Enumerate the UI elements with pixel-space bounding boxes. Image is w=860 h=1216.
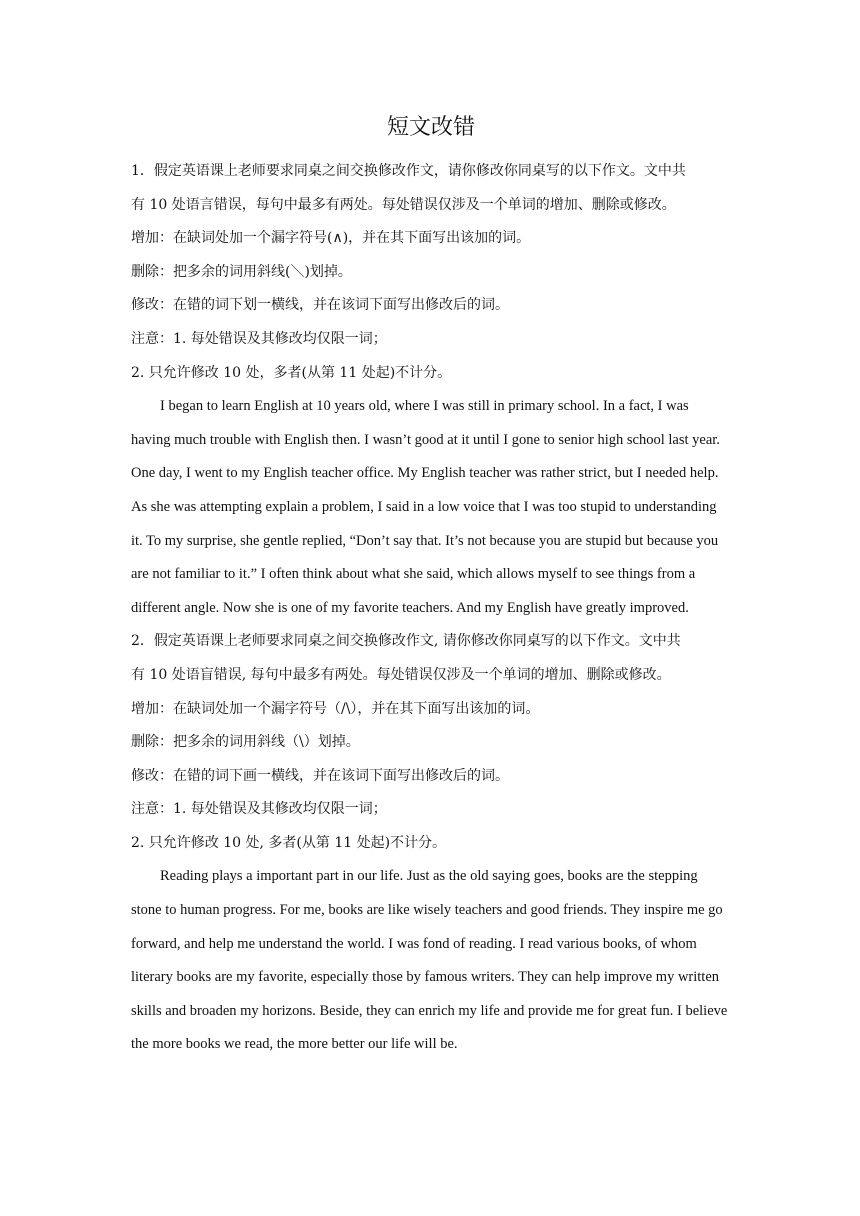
question-2-instruction: 有 10 处语盲错误, 每句中最多有两处。每处错误仅涉及一个单词的增加、删除或修改。 xyxy=(131,666,671,683)
question-1 xyxy=(131,155,731,625)
question-2-passage xyxy=(131,860,731,1062)
passage-line: year. One day, I went to my English teacher office. My English teacher was rather strict, but I xyxy=(131,431,720,482)
question-2 xyxy=(131,625,731,1062)
question-1-instruction: 增加：在缺词处加一个漏字符号(∧)，并在其下面写出该加的词。 xyxy=(131,230,531,247)
question-1-instruction: 有 10 处语言错误，每句中最多有两处。每处错误仅涉及一个单词的增加、删除或修改。 xyxy=(131,196,676,213)
passage-line: great fun. I believe the more books we read, the more better our life will be. xyxy=(131,1002,728,1053)
question-2-instruction: 2．假定英语课上老师要求同桌之间交换修改作文, 请你修改你同桌写的以下作文。文中共 xyxy=(131,633,681,650)
passage-line: stupid but because you are not familiar to it.” I often think about what she said, which allows xyxy=(131,532,719,583)
passage-line: my written skills and broaden my horizons. Beside, they can enrich my life and provide me for xyxy=(131,969,720,1019)
passage-line: I began to learn English at 10 years old, where I was still in primary school. In a fact, I was xyxy=(160,398,689,415)
question-2-instruction: 2. 只允许修改 10 处, 多者(从第 11 处起)不计分。 xyxy=(131,834,447,851)
passage-line: to understanding it. To my surprise, she gentle replied, “Don’t say that. It’s not because you are xyxy=(131,498,717,549)
passage-line: stone to human progress. For me, books are like wisely teachers and good friends. They inspire xyxy=(131,902,684,919)
passage-line: Reading plays a important part in our life. Just as the old saying goes, books are the stepping xyxy=(160,868,698,885)
question-1-instruction: 修改：在错的词下划一横线，并在该词下面写出修改后的词。 xyxy=(131,297,509,314)
document-content xyxy=(131,110,731,1062)
question-2-instruction: 增加：在缺词处加一个漏字符号（/\），并在其下面写出该加的词。 xyxy=(131,700,540,717)
question-2-instruction: 修改：在错的词下画一横线，并在该词下面写出修改后的词。 xyxy=(131,767,509,784)
question-1-instruction: 1．假定英语课上老师要求同桌之间交换修改作文，请你修改你同桌写的以下作文。文中共 xyxy=(131,163,686,179)
passage-line: myself to see things from a different angle. Now she is one of my favorite teachers. And my xyxy=(131,566,696,616)
question-1-instruction: 删除：把多余的词用斜线(＼)划掉。 xyxy=(131,263,352,280)
question-1-instruction: 注意：1. 每处错误及其修改均仅限一词； xyxy=(131,330,387,347)
question-2-instruction: 删除：把多余的词用斜线（\）划掉。 xyxy=(131,734,360,751)
passage-line: me go forward, and help me understand the world. I was fond of reading. I read various books, of xyxy=(131,902,723,952)
question-1-passage xyxy=(131,390,731,625)
question-1-instruction: 2. 只允许修改 10 处，多者(从第 11 处起)不计分。 xyxy=(131,364,452,381)
passage-line: English have greatly improved. xyxy=(506,599,689,616)
document-title: 短文改错 xyxy=(386,115,475,140)
passage-line: needed help. As she was attempting explain a problem, I said in a low voice that I was too stupid xyxy=(131,465,719,515)
passage-line: having much trouble with English then. I wasn’t good at it until I gone to senior high school last xyxy=(131,431,689,448)
question-2-instruction: 注意：1. 每处错误及其修改均仅限一词； xyxy=(131,801,387,818)
passage-line: whom literary books are my favorite, especially those by famous writers. They can help improve xyxy=(131,935,697,986)
